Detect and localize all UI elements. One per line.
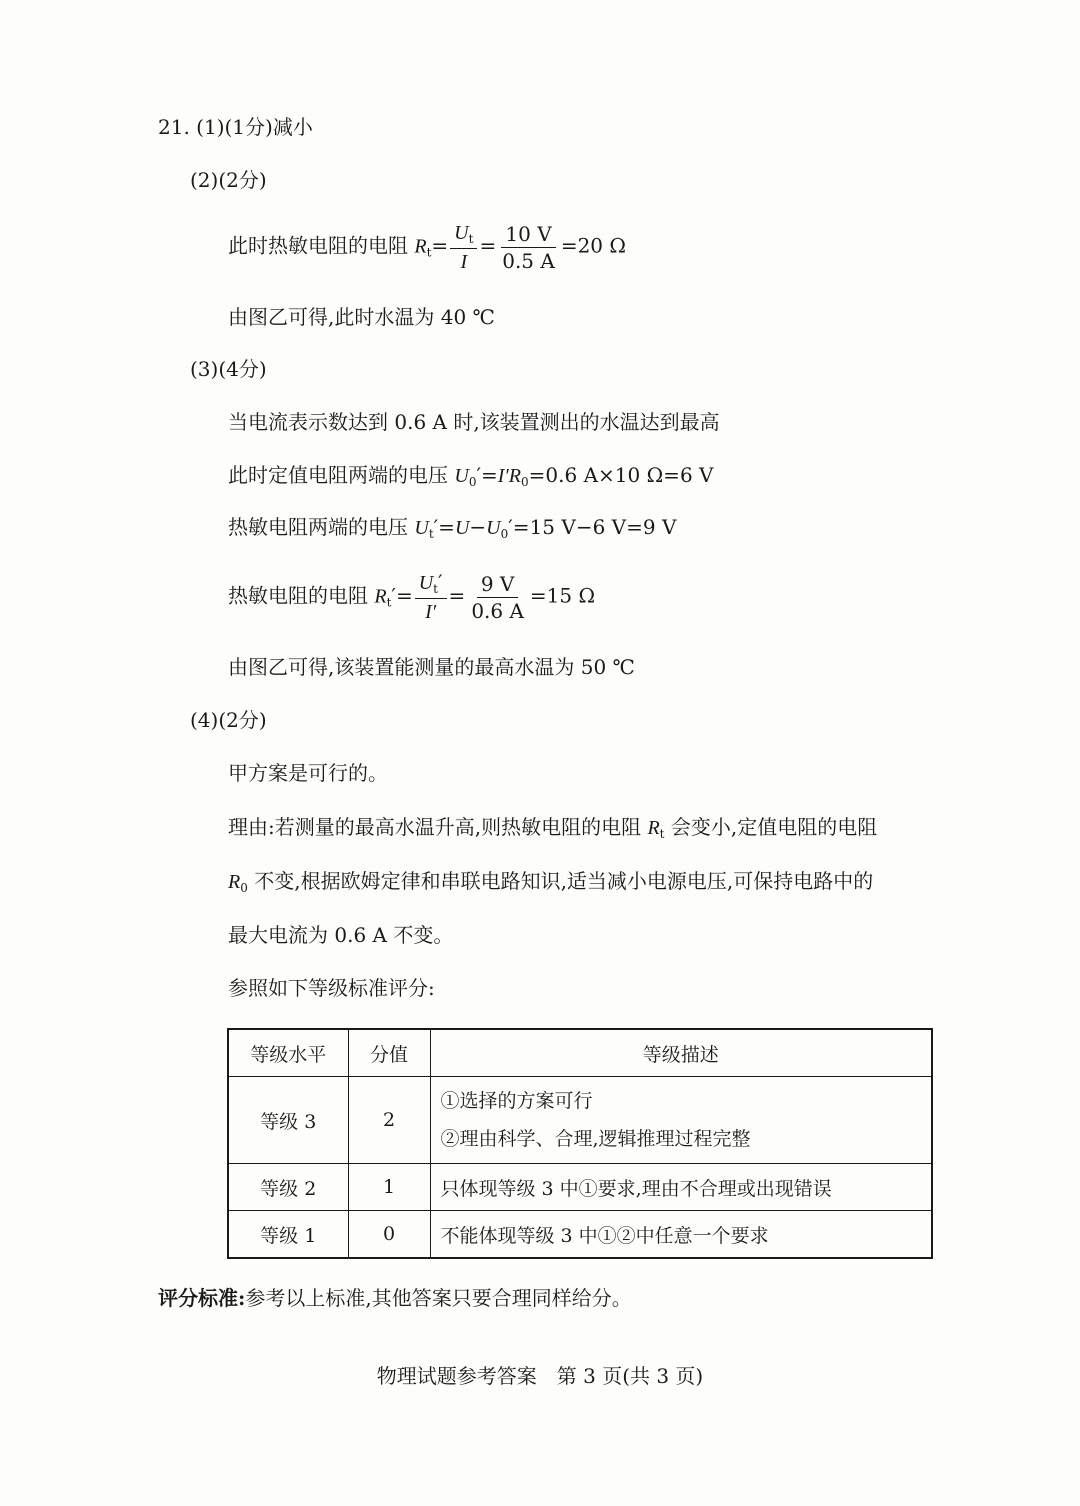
desc-line: ②理由科学、合理,逻辑推理过程完整 (440, 1128, 751, 1150)
table-row (228, 1211, 932, 1259)
value-05a: 0.5 A (502, 248, 555, 273)
sub-0: 0 (500, 527, 509, 541)
cell-level: 等级 1 (228, 1211, 348, 1259)
reason-text: 不变,根据欧姆定律和串联电路知识,适当减小电源电压,可保持电路中的 (247, 869, 874, 893)
var-u: U (486, 517, 501, 539)
grading-intro: 参照如下等级标准评分: (228, 976, 435, 1000)
value-06a: 0.6 A (471, 598, 524, 623)
sub-t: t (386, 595, 392, 610)
var-u: U (454, 222, 469, 244)
scoring-criteria (158, 1288, 632, 1308)
formula-result: =20 Ω (560, 233, 626, 258)
fraction-ut-over-i (415, 572, 447, 622)
sub-t: t (433, 582, 438, 596)
sub-0: 0 (240, 881, 248, 895)
sub-0: 0 (521, 475, 529, 489)
fraction-ut-over-i (450, 222, 477, 272)
line-tail: =0.6 A×10 Ω=6 V (528, 463, 714, 487)
prime-equals: ′= (433, 515, 455, 539)
q21-part3-heading: (3)(4分) (190, 357, 267, 381)
table-row (228, 1077, 932, 1164)
cell-score: 2 (348, 1077, 430, 1164)
q21-part2-conclusion: 由图乙可得,此时水温为 40 ℃ (228, 305, 495, 329)
minus: − (469, 515, 487, 539)
line-prefix: 此时定值电阻两端的电压 (228, 463, 455, 487)
var-i: I (460, 251, 468, 273)
cell-desc: 只体现等级 3 中①要求,理由不合理或出现错误 (430, 1164, 932, 1211)
q21-part4-heading: (4)(2分) (190, 708, 267, 732)
var-u: U (454, 465, 469, 487)
formula-prefix: 此时热敏电阻的电阻 (228, 233, 415, 258)
var-r: R (228, 871, 241, 893)
var-r: R (374, 585, 387, 608)
value-10v: 10 V (501, 224, 555, 248)
q21-part4-line1: 甲方案是可行的。 (228, 761, 388, 785)
reason-text: 会变小,定值电阻的电阻 (664, 815, 878, 839)
sub-t: t (428, 527, 434, 541)
var-u: U (418, 572, 434, 594)
criteria-label: 评分标准: (158, 1286, 246, 1310)
cell-desc: 不能体现等级 3 中①②中任意一个要求 (430, 1211, 932, 1259)
header-desc: 等级描述 (430, 1029, 932, 1077)
sub-t: t (468, 232, 474, 246)
line-tail: ′=15 V−6 V=9 V (508, 515, 677, 539)
var-ir: I′R (497, 465, 522, 487)
cell-score: 1 (348, 1164, 430, 1211)
cell-level: 等级 3 (228, 1077, 348, 1164)
sub-0: 0 (468, 475, 477, 489)
q21-part3-line3 (228, 517, 676, 540)
var-i: I′ (425, 601, 437, 623)
var-u-total: U (454, 517, 470, 539)
criteria-text: 参考以上标准,其他答案只要合理同样给分。 (245, 1286, 632, 1310)
sub-t: t (659, 827, 665, 841)
q21-part3-line4: 热敏电阻的电阻 $R_t'=$ $\frac{U_t'}{I'}$ = $\frac{9 V}{0.6 A}$ =15 Ω (228, 570, 596, 623)
q21-part2-heading: (2)(2分) (190, 168, 267, 192)
q21-part2-formula: 此时热敏电阻的电阻 $R_t=$ $\frac{U_t}{I}$ = $\frac{10 V}{0.5 A}$ =20 Ω (228, 221, 626, 273)
sub-t: t (426, 245, 432, 260)
prime: ′ (438, 570, 443, 594)
q21-part4-reason1 (228, 817, 877, 840)
q21-part3-line1: 当电流表示数达到 0.6 A 时,该装置测出的水温达到最高 (228, 410, 720, 434)
reason-text: 理由:若测量的最高水温升高,则热敏电阻的电阻 (228, 815, 648, 839)
line-prefix: 热敏电阻两端的电压 (228, 515, 415, 539)
fraction-values (467, 571, 528, 623)
fraction-values (498, 221, 559, 273)
desc-line: ①选择的方案可行 (440, 1090, 593, 1112)
var-u: U (414, 517, 429, 539)
value-9v: 9 V (477, 574, 519, 598)
var-r: R (647, 817, 660, 839)
cell-level: 等级 2 (228, 1164, 348, 1211)
formula-result: =15 Ω (529, 583, 596, 608)
prime-equals: ′= (476, 463, 498, 487)
table-row (228, 1164, 932, 1211)
q21-part1: 21. (1)(1分)减小 (158, 115, 313, 139)
var-r: R (414, 235, 427, 258)
q21-part4-reason3: 最大电流为 0.6 A 不变。 (228, 923, 454, 947)
table-header-row (228, 1029, 932, 1077)
header-level: 等级水平 (228, 1029, 348, 1077)
q21-part3-line2 (228, 465, 713, 488)
page-footer: 物理试题参考答案 第 3 页(共 3 页) (376, 1364, 704, 1388)
q21-part4-reason2 (228, 871, 873, 894)
prime-equals: ′= (391, 583, 413, 608)
grade-table (227, 1028, 933, 1259)
line-prefix: 热敏电阻的电阻 (228, 583, 375, 608)
q21-part3-conclusion: 由图乙可得,该装置能测量的最高水温为 50 ℃ (228, 655, 635, 679)
cell-score: 0 (348, 1211, 430, 1259)
header-score: 分值 (348, 1029, 430, 1077)
cell-desc (430, 1077, 932, 1164)
